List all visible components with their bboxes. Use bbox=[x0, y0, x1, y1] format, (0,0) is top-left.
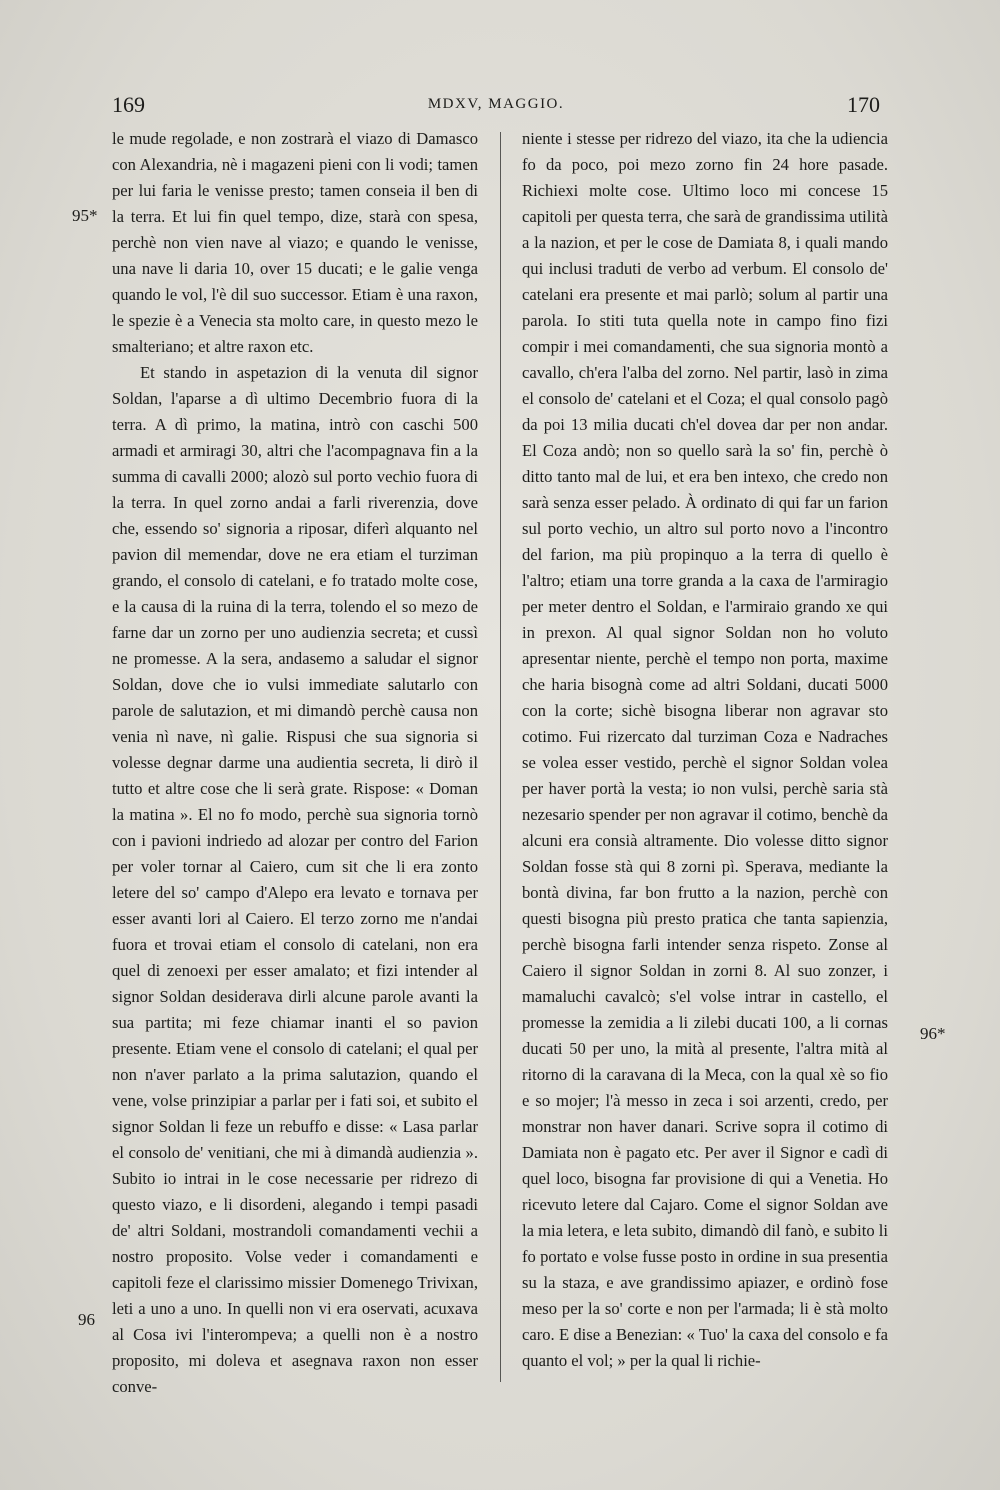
margin-note-95: 95* bbox=[72, 206, 98, 225]
page-number-right: 170 bbox=[847, 92, 880, 117]
column-divider bbox=[500, 132, 501, 1382]
left-paragraph-2: Et stando in aspetazion di la venuta dil signor Soldan, l'aparse a dì ultimo Decembrio fuora di la terra. A dì primo, la matina, intrò con caschi 500 armadi et armiragi 30, altri che l'acompagnava fin a la summa di cavalli 2000; alozò sul porto vechio fuora di la terra. In quel zorno andai a farli riverenzia, dove che, essendo so' signoria a riposar, diferì alquanto nel pavion dil memendar, dove ne era etiam el turziman grando, el consolo di catelani, e fo tratado molte cose, e la causa di la ruina di la terra, tolendo el so mezo de farne dar un zorno per uno audienzia secreta; et cussì ne promesse. A la sera, andasemo a saludar el signor Soldan, dove che io vulsi immediate salutarlo con parole de salutazion, et mi dimandò perchè causa non venia nì nave, nì galie. Rispusi che sua signoria si volesse degnar darme una audientia secreta, li dirò il tutto et altre cose che li serà grate. Rispose: « Doman la matina ». El no fo modo, perchè sua signoria tornò con i pavioni indriedo ad alozar per contro del Farion per voler tornar al Caiero, cum sit che li era zonto letere del so' campo d'Alepo era levato e tornava per esser avanti lori al Caiero. El terzo zorno me n'andai fuora et trovai etiam el consolo di catelani, non era quel di zenoexi per esser amalato; et fizi intender al signor Soldan desiderava dirli alcune parole avanti la sua partita; mi feze chiamar inanti el so pavion presente. Etiam vene el consolo di catelani; el qual per non n'aver parlato a la prima salutazion, quando el vene, volse prinzipiar a parlar per i fati soi, et subito el signor Soldan li feze un rebuffo e disse: « Lasa parlar el consolo de' venitiani, che mi à dimandà audienzia ». Subito io intrai in le cose necessarie per ridrezo di questo viazo, e li disordeni, alegando i tempi pasadi de' altri Soldani, mostrandoli comandamenti vechii a nostro proposito. Volse veder i comandamenti e capitoli feze el clarissimo missier Domenego Trivixan, leti a uno a uno. In quelli non vi era oservati, acuxava al Cosa ivi l'interompeva; a quelli non è a nostro proposito, mi doleva et asegnava raxon non esser conve- bbox=[112, 363, 478, 1396]
left-paragraph-1: le mude regolade, e non zostrarà el viazo di Damasco con Alexandria, nè i magazeni pieni con li vodi; tamen per lui faria le venisse presto; tamen conseia il ben di la terra. Et lui fin quel tempo, dize, starà con spesa, perchè non vien nave al viazo; e quando le venisse, una nave li daria 10, over 15 ducati; e le galie venga quando le vol, l'è dil suo successor. Etiam è una raxon, le spezie è a Venecia sta molto care, in questo mezo le smalteriano; et altre raxon etc. bbox=[112, 129, 478, 356]
left-column bbox=[112, 126, 478, 1400]
right-column bbox=[522, 126, 888, 1374]
right-paragraph-1: niente i stesse per ridrezo del viazo, ita che la udiencia fo da poco, poi mezo zorno fin 24 hore pasade. Richiexi molte cose. Ultimo loco mi concese 15 capitoli per questa terra, che sarà de grandissima utilità a la nazion, et per le cose de Damiata 8, i quali mando qui inclusi traduti de verbo ad verbum. El consolo de' catelani era presente et mai parlò; solum al partir una parola. Io stiti tuta quella note in campo fino fizi compir i mei comandamenti, che sua signoria montò a cavallo, ch'era l'alba del zorno. Nel partir, lasò in zima el consolo de' catelani et el Coza; el qual consolo pagò da poi 13 milia ducati ch'el dovea dar per non andar. El Coza andò; non so quello sarà la so' fin, perchè ò ditto tanto mal de lui, et era ben intexo, che credo non sarà senza esser pelado. À ordinato di qui far un farion sul porto vechio, un altro sul porto novo a l'incontro del farion, ma più propinquo a la terra di quello è l'altro; etiam una torre granda a la caxa de l'armiragio per meter dentro el Soldan, e l'armiraio grando xe qui in prexon. Al qual signor Soldan non ho voluto apresentar niente, perchè el tempo non porta, maxime che haria bisognà come ad altri Soldani, ducati 5000 con la corte; sichè bisogna liberar non agravar sto cotimo. Fui rizercato dal turziman Coza e Nadraches se volea esser vestido, perchè el signor Soldan volea per haver portà la vesta; io non vulsi, perchè saria stà nezesario spender per non agravar il cotimo, benchè da alcuni era consià altramente. Dio volesse ditto signor Soldan fosse stà qui 8 zorni pì. Sperava, mediante la bontà divina, far bon frutto a la nazion, perchè con questi bisogna più presto pratica che tanta sapienzia, perchè bisogna farli intender senza rispeto. Zonse al Caiero il signor Soldan in zorni 8. Al suo zonzer, i mamaluchi cavalcò; s'el volse intrar in castello, el promesse la zemidia a li zilebi ducati 100, a li cornas ducati 50 per uno, la mità al presente, l'altra mità al ritorno di la caravana di la Meca, con la qual xè so fio e so mojer; l'à messo in zeca i soi arzenti, credo, per monstrar non haver danari. Scrive sopra il cotimo di Damiata non è pagato etc. Per aver il Signor e cadì di quel loco, bisogna far provisione di qui a Venetia. Ho ricevuto letere dal Cajaro. Come el signor Soldan ave la mia letera, e leta subito, dimandò dil fanò, e subito li fo portato e volse fusse posto in ordine in sua presentia su la staza, e ave grandissimo apiazer, e ordinò fose meso per la so' corte e non per l'armada; li è stà molto caro. E dise a Benezian: « Tuo' la caxa del consolo e fa quanto el vol; » per la qual li richie- bbox=[522, 129, 888, 1370]
margin-note-96-right: 96* bbox=[920, 1024, 946, 1043]
page-header bbox=[112, 92, 880, 122]
running-title: MDXV, MAGGIO. bbox=[427, 96, 565, 112]
page-number-left: 169 bbox=[112, 92, 145, 117]
margin-note-96-left: 96 bbox=[78, 1310, 95, 1329]
